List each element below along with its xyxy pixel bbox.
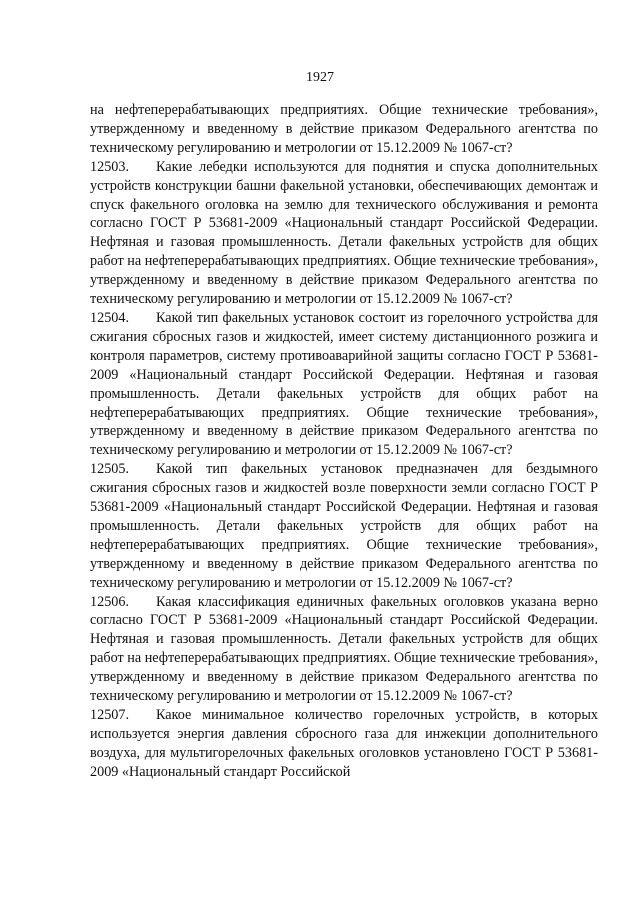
question-12504 — [90, 309, 598, 460]
question-number: 12507. — [90, 707, 130, 723]
paragraph-continuation — [90, 101, 598, 158]
question-12505 — [90, 460, 598, 592]
question-number: 12503. — [90, 158, 130, 175]
question-text: Какие лебедки используются для поднятия и спуска дополнительных устройств конструкции башни факельной установки, обеспечивающих демонтаж и спуск факельного оголовка на землю для технического обслуживания и ремонта согласно ГОСТ Р 53681-2009 «Национальный стандарт Российской Федерации. Нефтяная и газовая промышленность. Детали факельных устройств для общих работ на нефтеперерабатывающих предприятиях. Общие технические требования», утвержденному и введенному в действие приказом Федерального агентства по техническому регулированию и метрологии от 15.12.2009 № 1067-ст? — [90, 158, 598, 308]
document-body — [90, 101, 598, 782]
question-12506 — [90, 593, 598, 706]
question-text: Какое минимальное количество горелочных устройств, в которых используется энергия давления сбросного газа для инжекции дополнительного воздуха, для мультигорелочных факельных оголовков установлено ГОСТ Р 53681-2009 «Национальный стандарт Российской — [90, 707, 598, 780]
question-12503 — [90, 158, 598, 309]
question-number: 12505. — [90, 461, 130, 478]
question-text: Какая классификация единичных факельных оголовков указана верно согласно ГОСТ Р 53681-2009 «Национальный стандарт Российской Федерации. Нефтяная и газовая промышленность. Детали факельных устройств для общих работ на нефтеперерабатывающих предприятиях. Общие технические требования», утвержденному и введенному в действие приказом Федерального агентства по техническому регулированию и метрологии от 15.12.2009 № 1067-ст? — [90, 593, 598, 705]
page-number: 1927 — [306, 70, 334, 85]
question-text: Какой тип факельных установок предназначен для бездымного сжигания сбросных газов и жидкостей возле поверхности земли согласно ГОСТ Р 53681-2009 «Национальный стандарт Российской Федерации. Нефтяная и газовая промышленность. Детали факельных устройств для общих работ на нефтеперерабатывающих предприятиях. Общие технические требования», утвержденному и введенному в действие приказом Федерального агентства по техническому регулированию и метрологии от 15.12.2009 № 1067-ст? — [90, 461, 598, 591]
question-text: Какой тип факельных установок состоит из горелочного устройства для сжигания сбросных газов и жидкостей, имеет систему дистанционного розжига и контроля параметров, систему противоаварийной защиты согласно ГОСТ Р 53681-2009 «Национальный стандарт Российской Федерации. Нефтяная и газовая промышленность. Детали факельных устройств для общих работ на нефтеперерабатывающих предприятиях. Общие технические требования», утвержденному и введенному в действие приказом Федерального агентства по техническому регулированию и метрологии от 15.12.2009 № 1067-ст? — [90, 309, 598, 459]
question-12507 — [90, 706, 598, 782]
question-number: 12506. — [90, 593, 130, 610]
question-number: 12504. — [90, 309, 130, 326]
paragraph-text: на нефтеперерабатывающих предприятиях. Общие технические требования», утвержденному и введенному в действие приказом Федерального агентства по техническому регулированию и метрологии от 15.12.2009 № 1067-ст? — [90, 102, 598, 156]
